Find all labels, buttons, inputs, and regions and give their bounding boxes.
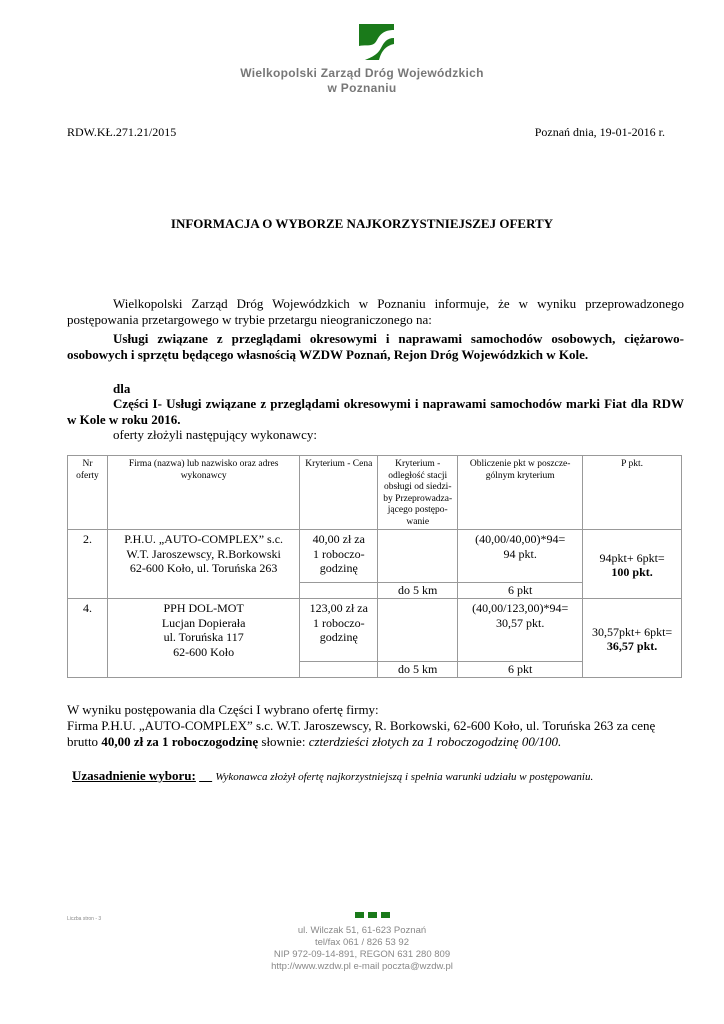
company-line: 62-600 Koło [173,644,235,659]
header-nr: Nr oferty [68,456,108,530]
offer-number: 4. [68,599,108,678]
offer-company [107,530,299,599]
offer-price: 123,00 zł za 1 roboczo-godzinę [300,599,378,662]
result-company: Firma P.H.U. „AUTO-COMPLEX” s.c. W.T. Jaroszewscy, R. Borkowski, 62-600 Koło, ul. Toruńska 263 za cenę brutto [67,718,656,749]
page-count: Liczba stron - 3 [67,916,102,922]
header-punkty: P pkt. [583,456,682,530]
footer-nip: NIP 972-09-14-891, REGON 631 280 809 [273,949,451,960]
result-price: 40,00 zł za 1 roboczogodzinę [101,734,259,749]
offer-company [107,599,299,678]
intro-text: Wielkopolski Zarząd Dróg Wojewódzkich w Poznaniu informuje, że w wyniku przeprowadzonego postępowania przetargowego w trybie przetargu nieograniczonego na: [67,296,684,327]
offers-intro: oferty złożyli następujący wykonawcy: [113,427,317,442]
organization-name [0,66,724,96]
offer-number: 2. [68,530,108,599]
document-date: Poznań dnia, 19-01-2016 r. [534,125,665,139]
offer-calc-price: (40,00/123,00)*94= 30,57 pkt. [458,599,583,662]
offer-price: 40,00 zł za 1 roboczo-godzinę [300,530,378,583]
result-price-words: czterdzieści złotych za 1 roboczogodzinę 00/100. [308,734,562,749]
offer-price-empty [300,662,378,678]
dla-label: dla [113,381,131,396]
org-line-2: w Poznaniu [327,81,397,95]
header-obliczenie: Obliczenie pkt w poszcze-gólnym kryterium [458,456,583,530]
offer-distance: do 5 km [378,583,458,599]
company-line: W.T. Jaroszewscy, R.Borkowski [126,546,281,561]
offer-calc-distance: 6 pkt [458,662,583,678]
footer-decoration [355,905,394,923]
offers-table [67,455,682,678]
offer-distance-empty [378,530,458,583]
table-header-row [68,456,682,530]
offer-calc-distance: 6 pkt [458,583,583,599]
table-row [68,599,682,662]
offer-price-empty [300,583,378,599]
points-formula: 30,57pkt+ 6pkt= [591,624,673,639]
header-kryterium-odleglosc: Kryterium -odległość stacji obsługi od siedzi-by Przeprowadza-jącego postępo-wanie [378,456,458,530]
result-intro: W wyniku postępowania dla Części I wybrano ofertę firmy: [67,702,379,717]
part-title: Części I- Usługi związane z przeglądami okresowymi i naprawami samochodów marki Fiat dla RDW w Kole w roku 2016. [67,396,684,427]
org-line-1: Wielkopolski Zarząd Dróg Wojewódzkich [240,66,484,80]
document-title: INFORMACJA O WYBORZE NAJKORZYSTNIEJSZEJ OFERTY [170,216,554,231]
points-formula: 94pkt+ 6pkt= [599,550,665,565]
offer-distance-empty [378,599,458,662]
header-firma: Firma (nazwa) lub nazwisko oraz adres wykonawcy [107,456,299,530]
justification [72,768,593,784]
company-line: ul. Toruńska 117 [163,630,244,644]
offer-calc-price: (40,00/40,00)*94= 94 pkt. [458,530,583,583]
result-section [67,702,684,750]
header-kryterium-cena: Kryterium - Cena [300,456,378,530]
result-slownie: słownie: [261,734,306,749]
tender-subject: Usługi związane z przeglądami okresowymi i naprawami samochodów osobowych, ciężarowo-osobowych i sprzętu będącego własnością WZDW Poznań, Rejon Dróg Wojewódzkich w Kole. [67,331,684,362]
company-line: Lucjan Dopierała [161,615,246,630]
justification-text: Wykonawca złożył ofertę najkorzystniejszą i spełnia warunki udziału w postępowaniu. [215,771,594,783]
company-line: PPH DOL-MOT [163,601,244,615]
offer-total-points [583,599,682,678]
footer-telfax: tel/fax 061 / 826 53 92 [314,937,410,948]
offer-total-points [583,530,682,599]
result-details [67,718,684,750]
footer-web: http://www.wzdw.pl e-mail poczta@wzdw.pl [271,961,453,972]
company-line: P.H.U. „AUTO-COMPLEX” s.c. [124,532,284,546]
table-row [68,530,682,583]
reference-number: RDW.KŁ.271.21/2015 [67,125,177,139]
justification-label: Uzasadnienie wyboru: [72,768,196,783]
wzdw-logo [359,24,394,60]
footer-address: ul. Wilczak 51, 61-623 Poznań [297,925,427,936]
company-line: 62-600 Koło, ul. Toruńska 263 [129,561,278,575]
offer-distance: do 5 km [378,662,458,678]
points-total: 36,57 pkt. [606,639,658,653]
points-total: 100 pkt. [611,565,653,579]
footer [0,925,724,973]
